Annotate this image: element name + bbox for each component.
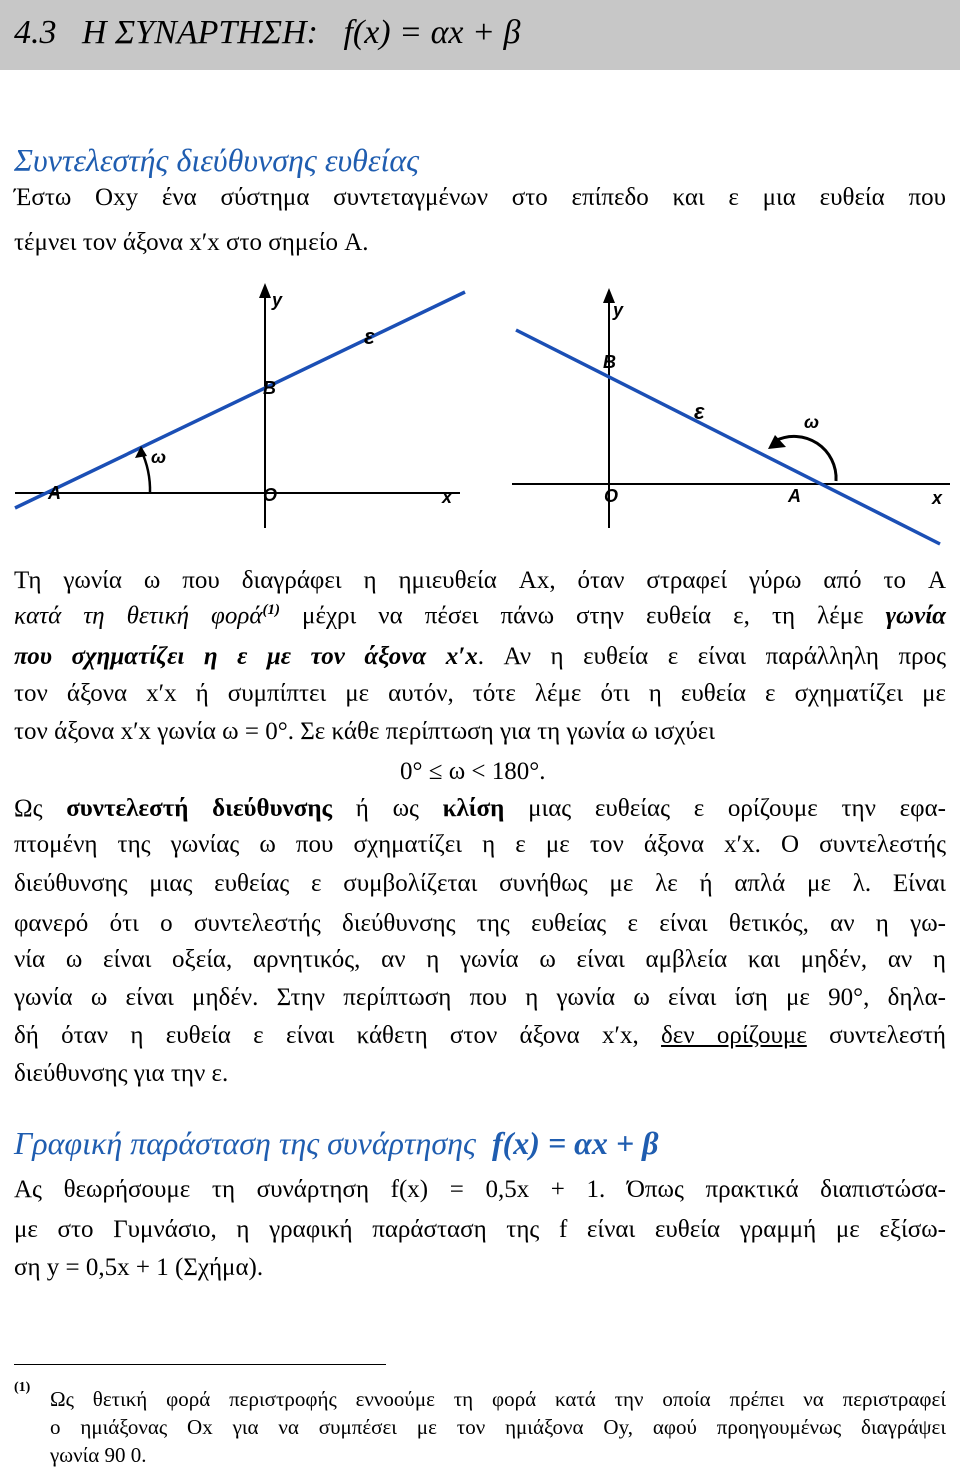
- figure-positive-angle: [0, 278, 480, 538]
- text: δή όταν η ευθεία ε είναι κάθετη στον άξονα x′x,: [14, 1022, 662, 1049]
- y-axis-arrow-icon: [259, 283, 271, 298]
- paragraph-line: πτομένη της γωνίας ω που σχηματίζει η ε με τον άξονα x′x. Ο συντελεστής: [14, 831, 946, 858]
- label-B: B: [603, 352, 616, 372]
- label-x: x: [442, 487, 453, 507]
- paragraph-line: διεύθυνσης για την ε.: [14, 1060, 229, 1087]
- header-formula: f(x) = αx + β: [343, 14, 521, 51]
- paragraph-line: με στο Γυμνάσιο, η γραφική παράσταση της f είναι ευθεία γραμμή με εξίσω-: [14, 1216, 946, 1243]
- term-slope-alt: κλίση: [442, 795, 505, 822]
- paragraph-line: Ας θεωρήσουμε τη συνάρτηση f(x) = 0,5x + 1. Όπως πρακτικά διαπιστώσα-: [14, 1176, 946, 1203]
- section-number: 4.3: [14, 14, 57, 51]
- label-y: y: [272, 290, 283, 310]
- text: ή ως: [332, 795, 443, 822]
- paragraph-line: [14, 1022, 946, 1050]
- paragraph-line: τον άξονα x′x ή συμπίπτει με αυτόν, τότε λέμε ότι η ευθεία ε σχηματίζει με: [14, 680, 946, 707]
- label-O: O: [604, 486, 619, 506]
- footnote-line: Ως θετική φορά περιστροφής εννοούμε τη φορά κατά την οποία πρέπει να περιστραφεί: [50, 1387, 946, 1411]
- label-x: x: [932, 488, 943, 508]
- label-omega: ω: [804, 412, 820, 432]
- paragraph-line: ση y = 0,5x + 1 (Σχήμα).: [14, 1254, 264, 1281]
- text-bold-italic: που σχηματίζει η ε με τον άξονα x′x: [14, 643, 478, 670]
- footnote-line: γωνία 90 0.: [50, 1443, 147, 1467]
- label-O: O: [263, 485, 278, 505]
- label-A: A: [788, 486, 801, 506]
- footnote-line: ο ημιάξονας Ox για να συμπέσει με τον ημιάξονα Oy, αφού προηγουμένως διαγράψει: [50, 1415, 946, 1439]
- paragraph-line: [14, 602, 946, 630]
- label-epsilon: ε: [694, 399, 705, 424]
- paragraph-line: [14, 795, 946, 823]
- text: συντελεστή: [806, 1022, 946, 1049]
- heading-formula: f(x) = αx + β: [491, 1125, 659, 1161]
- text-underlined: δεν ορίζουμε: [661, 1022, 807, 1049]
- text-bold-italic: γωνία: [885, 602, 947, 630]
- text: μέχρι να πέσει πάνω στην ευθεία ε, τη λέμε: [280, 602, 886, 630]
- line-epsilon: [516, 330, 940, 544]
- text: Ως: [14, 795, 67, 822]
- paragraph-line: Έστω Oxy ένα σύστημα συντεταγμένων στο επίπεδο και ε μια ευθεία που: [14, 184, 946, 211]
- footnote-divider: [14, 1364, 386, 1365]
- label-epsilon: ε: [364, 324, 375, 349]
- text-italic: κατά τη θετική φορά: [14, 602, 263, 630]
- term-slope: συντελεστή διεύθυνσης: [66, 795, 333, 822]
- label-y: y: [613, 300, 624, 320]
- paragraph-line: φανερό ότι ο συντελεστής διεύθυνσης της ευθείας ε είναι θετικός, αν η γω-: [14, 910, 946, 937]
- paragraph-line: τέμνει τον άξονα x′x στο σημείο A.: [14, 229, 369, 256]
- line-epsilon: [15, 292, 465, 508]
- footnote-ref: (1): [262, 602, 281, 618]
- paragraph-line: τον άξονα x′x γωνία ω = 0°. Σε κάθε περίπτωση για τη γωνία ω ισχύει: [14, 718, 715, 745]
- paragraph-line: νία ω είναι οξεία, αρνητικός, αν η γωνία ω είναι αμβλεία και μηδέν, αν η: [14, 946, 946, 973]
- section-heading-graph: [14, 1125, 659, 1162]
- figure-obtuse-angle: [480, 278, 960, 548]
- label-A: A: [48, 483, 61, 503]
- label-omega: ω: [151, 447, 167, 467]
- paragraph-line: γωνία ω είναι μηδέν. Στην περίπτωση που η γωνία ω είναι ίση με 90°, δηλα-: [14, 984, 946, 1011]
- paragraph-line: [14, 643, 946, 671]
- heading-text: Γραφική παράσταση της συνάρτησης: [14, 1125, 476, 1161]
- footnote-mark: (1): [14, 1380, 31, 1395]
- section-heading-slope: Συντελεστής διεύθυνσης ευθείας: [14, 142, 420, 178]
- paragraph-line: διεύθυνσης μιας ευθείας ε συμβολίζεται συνήθως με λε ή απλά με λ. Είναι: [14, 870, 946, 897]
- section-title: Η ΣΥΝΑΡΤΗΣΗ:: [82, 14, 318, 51]
- chapter-header: [0, 0, 960, 70]
- header-title: [14, 14, 520, 52]
- text: μιας ευθείας ε ορίζουμε την εφα-: [504, 795, 946, 822]
- label-B: B: [263, 378, 276, 398]
- inequality: 0° ≤ ω < 180°.: [400, 758, 546, 785]
- text: . Αν η ευθεία ε είναι παράλληλη προς: [477, 643, 946, 670]
- paragraph-line: Τη γωνία ω που διαγράφει η ημιευθεία Ax, όταν στραφεί γύρω από το A: [14, 567, 946, 594]
